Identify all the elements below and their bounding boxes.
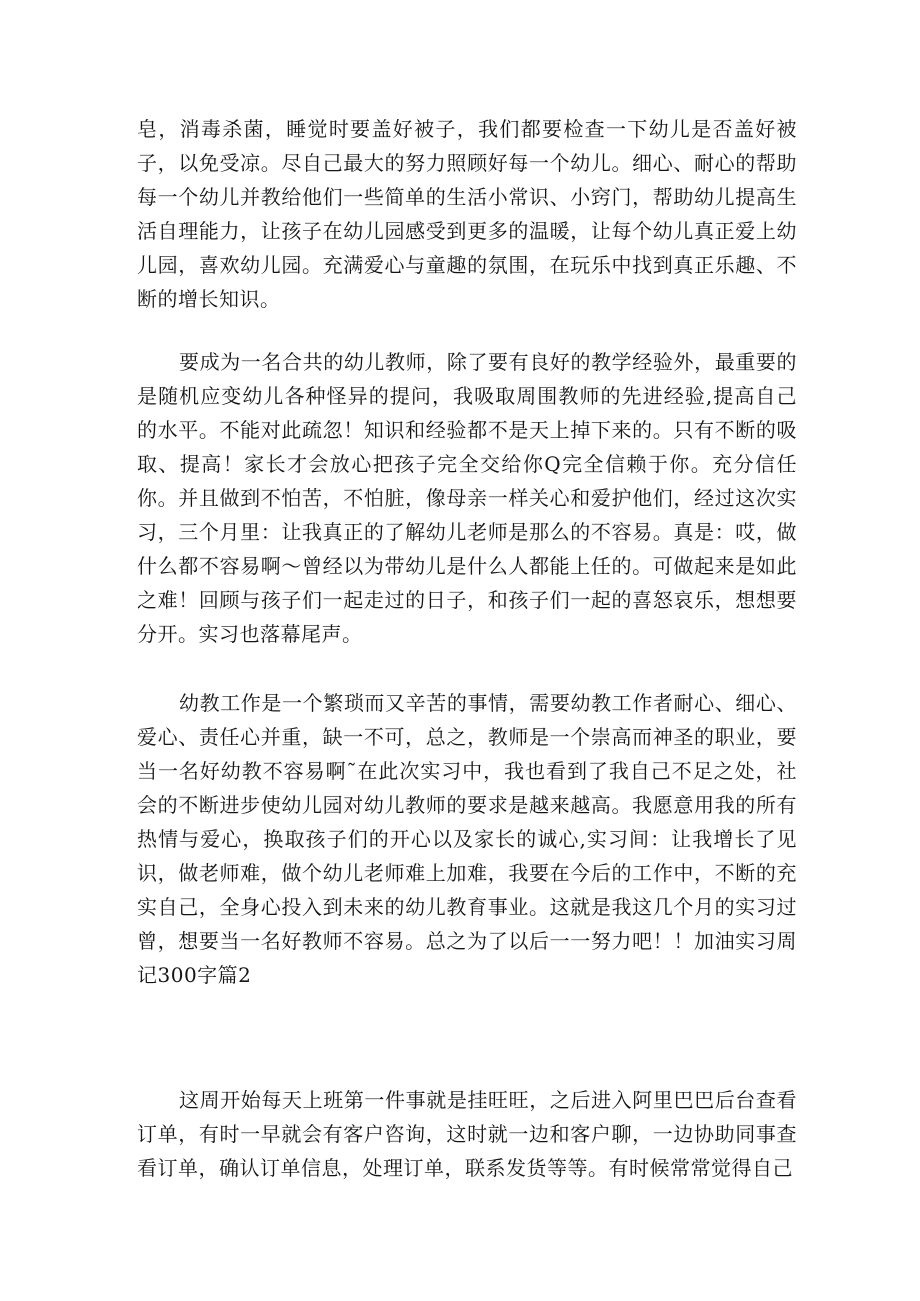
paragraph-teacher-experience: 要成为一名合共的幼儿教师，除了要有良好的教学经验外，最重要的是随机应变幼儿各种怪异的提问，我吸取周围教师的先进经验,提高自己的水平。不能对此疏忽！知识和经验都不是天上掉下来的。只有不断的吸取、提高！家长才会放心把孩子完全交给你Q完全信赖于你。充分信任你。并且做到不怕苦，不怕脏，像母亲一样关心和爱护他们，经过这次实习，三个月里：让我真正的了解幼儿老师是那么的不容易。真是：哎，做什么都不容易啊～曾经以为带幼儿是什么人都能上任的。可做起来是如此之难！回顾与孩子们一起走过的日子，和孩子们一起的喜怒哀乐，想想要分开。实习也落幕尾声。 bbox=[137, 350, 797, 646]
paragraph-continuation: 皂，消毒杀菌，睡觉时要盖好被子，我们都要检查一下幼儿是否盖好被子，以免受凉。尽自己最大的努力照顾好每一个幼儿。细心、耐心的帮助每一个幼儿并教给他们一些简单的生活小常识、小窍门，帮助幼儿提高生活自理能力，让孩子在幼儿园感受到更多的温暖，让每个幼儿真正爱上幼儿园，喜欢幼儿园。充满爱心与童趣的氛围，在玩乐中找到真正乐趣、不断的增长知识。 bbox=[137, 117, 797, 311]
paragraph-weekly-journal: 这周开始每天上班第一件事就是挂旺旺，之后进入阿里巴巴后台查看订单，有时一早就会有客户咨询，这时就一边和客户聊，一边协助同事查看订单，确认订单信息，处理订单，联系发货等等。有时候常常觉得自己 bbox=[137, 1088, 797, 1180]
paragraph-kindergarten-work: 幼教工作是一个繁琐而又辛苦的事情，需要幼教工作者耐心、细心、爱心、责任心并重，缺一不可，总之，教师是一个崇高而神圣的职业，要当一名好幼教不容易啊˜在此次实习中，我也看到了我自己不足之处，社会的不断进步使幼儿园对幼儿教师的要求是越来越高。我愿意用我的所有热情与爱心，换取孩子们的开心以及家长的诚心,实习间：让我增长了见识，做老师难，做个幼儿老师难上加难，我要在今后的工作中，不断的充实自己，全身心投入到未来的幼儿教育事业。这就是我这几个月的实习过曾，想要当一名好教师不容易。总之为了以后一一努力吧！！加油实习周记300字篇2 bbox=[137, 691, 797, 987]
